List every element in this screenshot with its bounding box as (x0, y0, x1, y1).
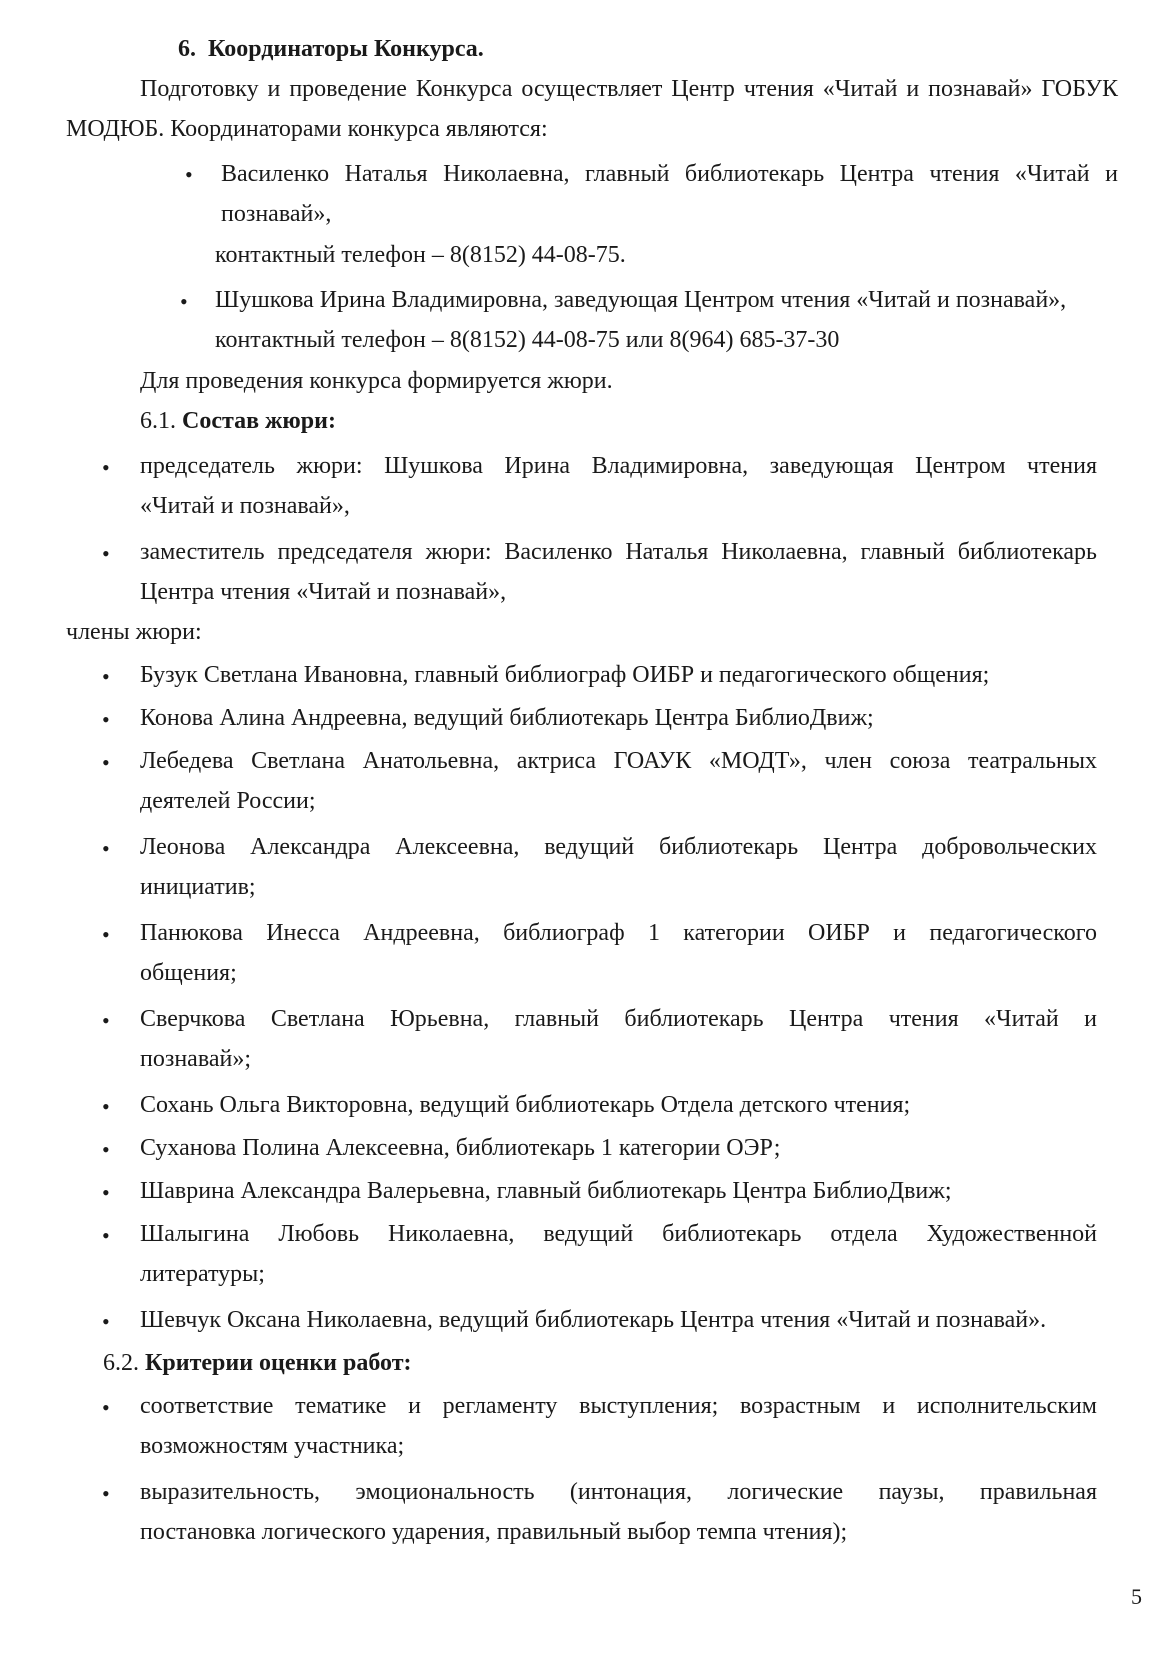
bullet-icon: • (102, 836, 110, 861)
bullet-icon: • (102, 1094, 110, 1119)
list-item: Бузук Светлана Ивановна, главный библиограф ОИБР и педагогического общения; (140, 662, 990, 688)
list-item-continuation: общения; (140, 960, 237, 986)
section-heading: 6. Координаторы Конкурса. (178, 36, 484, 62)
list-item-continuation: деятелей России; (140, 788, 316, 814)
list-item: Сохань Ольга Викторовна, ведущий библиотекарь Отдела детского чтения; (140, 1092, 911, 1118)
subsection-heading: 6.1. Состав жюри: (140, 408, 336, 434)
bullet-icon: • (102, 541, 110, 566)
bullet-icon: • (102, 1309, 110, 1334)
members-label: члены жюри: (66, 619, 202, 645)
subsection-heading: 6.2. Критерии оценки работ: (103, 1350, 412, 1376)
list-item-continuation: постановка логического ударения, правильный выбор темпа чтения); (140, 1519, 848, 1545)
list-item: соответствие тематике и регламенту выступления; возрастным и исполнительским (140, 1393, 1097, 1419)
list-item: Василенко Наталья Николаевна, главный библиотекарь Центра чтения «Читай и (221, 161, 1118, 187)
bullet-icon: • (102, 1481, 110, 1506)
list-item: Панюкова Инесса Андреевна, библиограф 1 категории ОИБР и педагогического (140, 920, 1097, 946)
paragraph-line: Подготовку и проведение Конкурса осуществляет Центр чтения «Читай и познавай» ГОБУК (140, 76, 1118, 102)
list-item: Шевчук Оксана Николаевна, ведущий библиотекарь Центра чтения «Читай и познавай». (140, 1307, 1047, 1333)
bullet-icon: • (102, 1008, 110, 1033)
list-item: выразительность, эмоциональность (интонация, логические паузы, правильная (140, 1479, 1097, 1505)
bullet-icon: • (102, 1180, 110, 1205)
contact-phone: контактный телефон – 8(8152) 44-08-75. (215, 242, 626, 268)
list-item-continuation: литературы; (140, 1261, 265, 1287)
contact-phone: контактный телефон – 8(8152) 44-08-75 или 8(964) 685-37-30 (215, 327, 840, 353)
bullet-icon: • (102, 707, 110, 732)
list-item: председатель жюри: Шушкова Ирина Владимировна, заведующая Центром чтения (140, 453, 1097, 479)
list-item: Шалыгина Любовь Николаевна, ведущий библиотекарь отдела Художественной (140, 1221, 1097, 1247)
page-number: 5 (1131, 1584, 1142, 1609)
bullet-icon: • (102, 664, 110, 689)
list-item: Сверчкова Светлана Юрьевна, главный библиотекарь Центра чтения «Читай и (140, 1006, 1097, 1032)
list-item: Лебедева Светлана Анатольевна, актриса ГОАУК «МОДТ», член союза театральных (140, 748, 1097, 774)
bullet-icon: • (102, 750, 110, 775)
bullet-icon: • (180, 289, 188, 314)
list-item: Леонова Александра Алексеевна, ведущий библиотекарь Центра добровольческих (140, 834, 1097, 860)
list-item-continuation: познавай»; (140, 1046, 251, 1072)
bullet-icon: • (102, 1223, 110, 1248)
list-item-continuation: Центра чтения «Читай и познавай», (140, 579, 507, 605)
list-item: Шаврина Александра Валерьевна, главный библиотекарь Центра БиблиоДвиж; (140, 1178, 952, 1204)
list-item-continuation: «Читай и познавай», (140, 493, 350, 519)
paragraph-line: Для проведения конкурса формируется жюри. (140, 368, 613, 394)
bullet-icon: • (102, 455, 110, 480)
bullet-icon: • (102, 1137, 110, 1162)
list-item-continuation: возможностям участника; (140, 1433, 405, 1459)
bullet-icon: • (185, 162, 193, 187)
list-item: Шушкова Ирина Владимировна, заведующая Центром чтения «Читай и познавай», (215, 287, 1067, 313)
list-item-continuation: познавай», (221, 201, 332, 227)
list-item: заместитель председателя жюри: Василенко Наталья Николаевна, главный библиотекарь (140, 539, 1097, 565)
bullet-icon: • (102, 922, 110, 947)
bullet-icon: • (102, 1395, 110, 1420)
list-item: Суханова Полина Алексеевна, библиотекарь 1 категории ОЭР; (140, 1135, 781, 1161)
list-item: Конова Алина Андреевна, ведущий библиотекарь Центра БиблиоДвиж; (140, 705, 874, 731)
list-item-continuation: инициатив; (140, 874, 256, 900)
paragraph-line: МОДЮБ. Координаторами конкурса являются: (66, 116, 548, 142)
